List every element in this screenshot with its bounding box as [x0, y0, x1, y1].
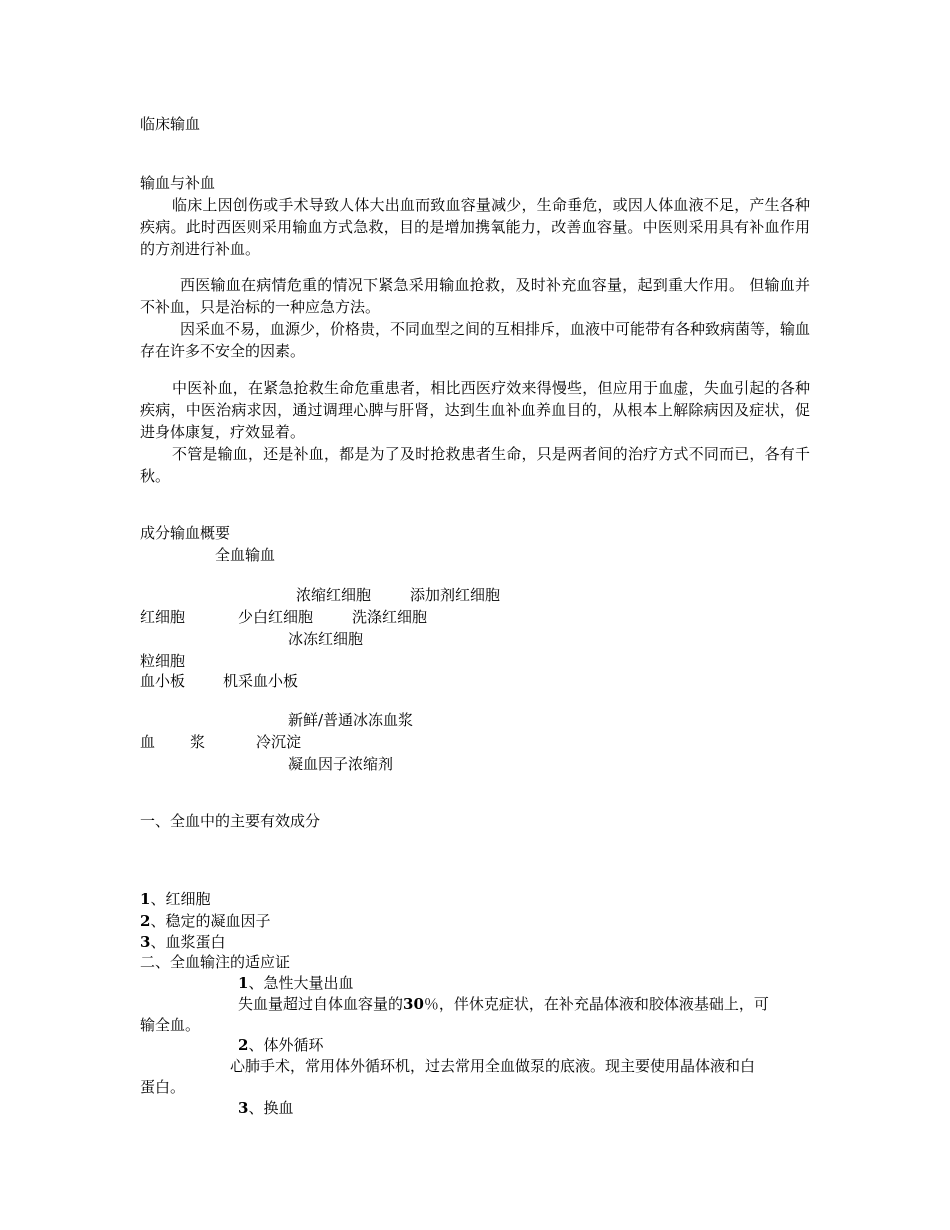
item-number: 2 [140, 912, 151, 930]
item-number: 1 [238, 974, 249, 992]
part2-item-2-body-cont: 蛋白。 [140, 1078, 186, 1096]
part2-item-1-title [238, 972, 353, 994]
part1-item-1 [140, 888, 210, 910]
part2-item-2-title [238, 1034, 323, 1056]
paragraph-intro: 临床上因创伤或手术导致人体大出血而致血容量减少，生命垂危，或因人体血液不足，产生各种疾病。此时西医则采用输血方式急救，目的是增加携氧能力，改善血容量。中医则采用具有补血作用的方剂进行补血。 [140, 196, 810, 258]
overview-platelet-apheresis: 机采血小板 [223, 672, 299, 690]
overview-plasma-ffp: 新鲜/普通冰冻血浆 [288, 711, 414, 729]
item-number: 1 [140, 890, 151, 908]
part2-item-1-body [238, 993, 769, 1015]
overview-cryoprecipitate: 冷沉淀 [256, 733, 302, 751]
overview-rbc-frozen: 冰冻红细胞 [288, 630, 364, 648]
item-text: 、红细胞 [150, 890, 211, 908]
paragraph-tcm-supplement: 中医补血，在紧急抢救生命危重患者，相比西医疗效来得慢些，但应用于血虚，失血引起的各种疾病，中医治病求因，通过调理心脾与肝肾，达到生血补血养血目的，从根本上解除病因及症状，促进身体康复，疗效显着。 [140, 379, 810, 441]
paragraph-transfusion-risks: 因采血不易，血源少，价格贵，不同血型之间的互相排斥，血液中可能带有各种致病菌等，输血存在许多不安全的因素。 [140, 320, 811, 360]
percentage-value: 30 [403, 995, 424, 1013]
item-number: 3 [238, 1099, 249, 1117]
paragraph-conclusion: 不管是输血，还是补血，都是为了及时抢救患者生命，只是两者间的治疗方式不同而已，各有千秋。 [140, 445, 810, 485]
paragraph-western-transfusion: 西医输血在病情危重的情况下紧急采用输血抢救，及时补充血容量，起到重大作用。 但输血并不补血，只是治标的一种应急方法。 [140, 276, 810, 316]
item-text: 、稳定的凝血因子 [150, 912, 271, 930]
part2-heading: 二、全血输注的适应证 [140, 953, 291, 971]
overview-whole-blood: 全血输血 [215, 546, 276, 564]
item-text: 、血浆蛋白 [150, 933, 226, 951]
part2-item-2-body: 心肺手术，常用体外循环机，过去常用全血做泵的底液。现主要使用晶体液和白 [230, 1057, 756, 1075]
part2-item-3-title [238, 1097, 293, 1119]
body-text: 失血量超过自体血容量的 [238, 995, 404, 1013]
part1-heading: 一、全血中的主要有效成分 [140, 812, 321, 830]
item-title: 、急性大量出血 [248, 974, 354, 992]
part2-item-1-body-cont: 输全血。 [140, 1016, 201, 1034]
body-text: ％，伴休克症状，在补充晶体液和胶体液基础上，可 [423, 995, 769, 1013]
overview-rbc-additive: 添加剂红细胞 [410, 586, 501, 604]
overview-rbc-washed: 洗涤红细胞 [352, 608, 428, 626]
overview-rbc-leukoreduced: 少白红细胞 [238, 608, 314, 626]
part1-item-2 [140, 910, 270, 932]
item-title: 、体外循环 [248, 1036, 324, 1054]
overview-factor-concentrate: 凝血因子浓缩剂 [288, 755, 394, 773]
document-title: 临床输血 [140, 115, 201, 133]
overview-platelet-label: 血小板 [140, 672, 186, 690]
overview-plasma-label-2: 浆 [190, 733, 206, 751]
overview-granulocyte: 粒细胞 [140, 652, 186, 670]
item-number: 2 [238, 1036, 249, 1054]
section-heading-transfusion-vs-supplement: 输血与补血 [140, 174, 216, 192]
item-title: 、换血 [248, 1099, 294, 1117]
part1-item-3 [140, 931, 225, 953]
item-number: 3 [140, 933, 151, 951]
overview-heading: 成分输血概要 [140, 524, 231, 542]
overview-rbc-concentrated: 浓缩红细胞 [296, 586, 372, 604]
overview-plasma-label-1: 血 [140, 733, 156, 751]
overview-rbc-label: 红细胞 [140, 608, 186, 626]
